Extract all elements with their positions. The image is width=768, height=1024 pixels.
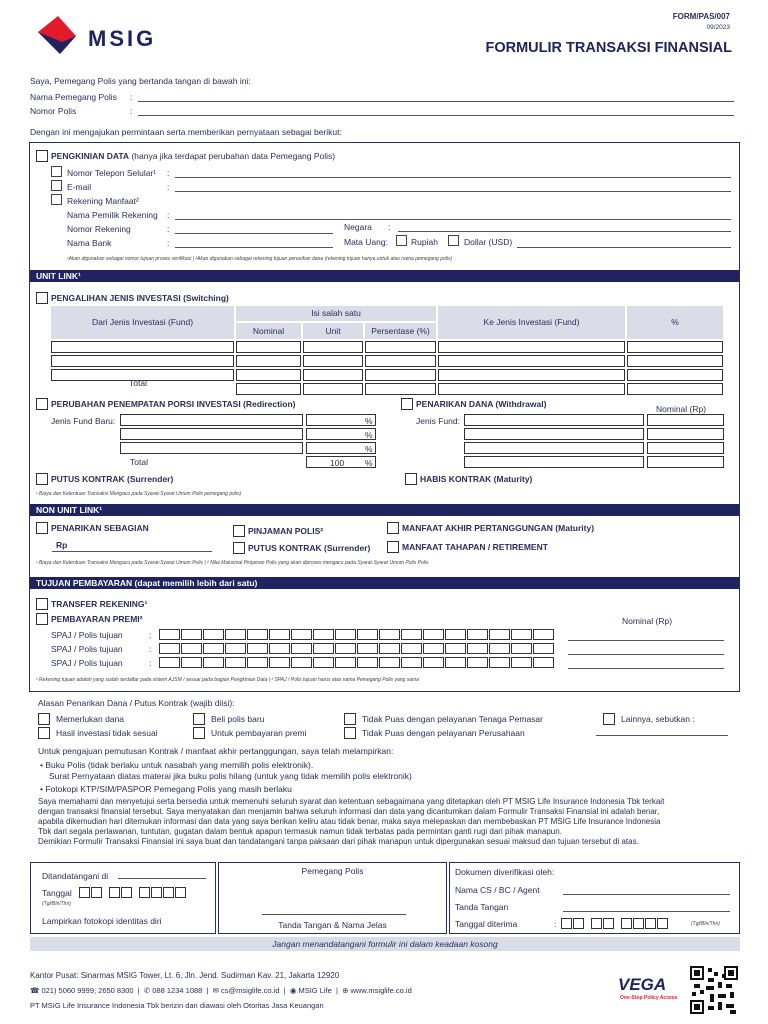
withdrawal-nominal-label: Nominal (Rp) [656,404,707,414]
attach-bullet-2: • Fotokopi KTP/SIM/PASPOR Pemegang Polis yang masih berlaku [40,784,292,794]
percent-header: Persentase (%) [365,323,436,339]
msig-logo [30,12,170,56]
switching-title: PENGALIHAN JENIS INVESTASI (Switching) [51,293,229,303]
sign-date-label: Tanggal [42,888,72,898]
spaj-label: SPAJ / Polis tujuan [51,630,123,640]
nominal-cell[interactable] [236,369,301,381]
msig-logo-icon [30,12,80,56]
to-fund-total-cell[interactable] [438,383,625,395]
pct-sign: % [365,416,373,426]
sign-date-format: (Tgl/Bln/Thn) [42,901,71,907]
colon: : [167,210,170,220]
reasons-title: Alasan Penarikan Dana / Putus Kontrak (wajib diisi): [38,698,235,708]
colon: : [130,92,133,102]
rupiah-label: Rupiah [411,237,438,247]
footer-legal: PT MSIG Life Insurance Indonesia Tbk berizin dan diawasi oleh Otoritas Jasa Keuangan [30,1001,324,1010]
phone-label: Nomor Telepon Selular¹ [67,168,157,178]
signed-at-label: Ditandatangani di [42,871,109,881]
declaration-line-3: apabila dikemudian hari ditemukan informasi dan data yang saya berikan keliru atau tidak benar, maka saya melepaskan dan membebaskan PT MSIG Life Insurance Indonesia [38,817,661,826]
country-field[interactable] [398,231,731,232]
non-unit-footnote: ¹ Biaya dan Ketentuan Transaksi Mengacu pada Syarat-Syarat Umum Polis | ² Nilai Maksimal Pinjaman Polis yang akan diproses mengacu pada Syarat-Syarat Umum Polis Polis [36,560,429,566]
non-unit-link-bar: NON UNIT LINK¹ [30,504,739,516]
footer-contacts: ☎ 021) 5060 9999, 2650 8300 | ✆ 088 1234 1088 | ✉ cs@msiglife.co.id | ◉ MSIG Life | ⊕ www.msiglife.co.id [30,986,412,995]
cs-name-label: Nama CS / BC / Agent [455,885,540,895]
from-fund-cell[interactable] [51,355,234,367]
reason-4-label: Untuk pembayaran premi [211,728,307,738]
reason-4-checkbox[interactable] [193,727,205,739]
acc-no-field[interactable] [175,233,333,234]
reason-5-label: Tidak Puas dengan pelayanan Tenaga Pemasar [362,714,543,724]
percent-total-cell[interactable] [365,383,436,395]
attach-bullet-1: • Buku Polis (tidak berlaku untuk nasabah yang memilih polis elektronik). [40,760,314,770]
rp-label: Rp [56,540,68,550]
payment-footnote: ¹ Rekening tujuan adalah yang sudah terdaftar pada sistem AJSM / sesuai pada bagian Pengkinian Data | ² SPAJ / Polis tujuan harus atas nama Pemegang Polis yang sama [36,677,419,683]
holder-sign-title: Pemegang Polis [301,866,364,876]
reason-7-checkbox[interactable] [603,713,615,725]
email-label: E-mail [67,182,92,192]
redirection-total-label: Total [130,457,148,467]
policy-no-label: Nomor Polis [30,106,77,116]
colon: : [388,222,391,232]
social-icon: ◉ [289,986,297,995]
acc-no-label: Nomor Rekening [67,224,131,234]
web-icon: ⊕ [342,986,349,995]
holder-signature-field[interactable] [262,914,406,915]
pct-sign: % [365,444,373,454]
reason-other-field[interactable] [596,735,728,736]
loan-label: PINJAMAN POLIS² [248,526,324,536]
payment-bar: TUJUAN PEMBAYARAN (dapat memilih lebih dari satu) [30,577,739,589]
attach-bullet-1b: Surat Pernyataan diatas materai jika buku polis hilang (untuk yang tidak memilih polis elektronik) [49,771,412,781]
to-fund-header: Ke Jenis Investasi (Fund) [438,306,625,339]
verify-sig-label: Tanda Tangan [455,902,509,912]
reason-2-checkbox[interactable] [38,727,50,739]
new-fund-cell[interactable] [120,414,303,426]
spaj-boxes[interactable] [159,629,555,642]
account-checkbox[interactable] [51,194,62,205]
premium-label: PEMBAYARAN PREMI² [51,614,143,624]
warning-text: Jangan menandatangani formulir ini dalam keadaan kosong [272,939,498,949]
phone-field[interactable] [175,177,731,178]
partial-checkbox[interactable] [36,522,48,534]
colon: : [167,224,170,234]
spaj-label: SPAJ / Polis tujuan [51,658,123,668]
from-fund-cell[interactable] [51,341,234,353]
spaj-rows [51,629,731,673]
verified-label: Dokumen diverifikasi oleh: [455,867,555,877]
brand-name: MSIG [88,26,157,51]
currency-label: Mata Uang: [344,237,388,247]
intro-statement: Saya, Pemegang Polis yang bertanda tangan di bawah ini: [30,76,251,86]
total-value: 100 [330,458,345,468]
spaj-nominal-field[interactable] [568,654,724,655]
vega-logo: VEGA [618,975,667,994]
received-label: Tanggal diterima [455,919,518,929]
nul-surrender-label: PUTUS KONTRAK (Surrender) [248,543,371,553]
email-field[interactable] [175,191,731,192]
pct-sign: % [365,430,373,440]
owner-field[interactable] [175,219,731,220]
received-date-format: (Tgl/Bln/Thn) [691,921,720,927]
reason-3-label: Beli polis baru [211,714,265,724]
ul-surrender-label: PUTUS KONTRAK (Surrender) [51,474,174,484]
pct-total-cell[interactable] [627,383,723,395]
transfer-checkbox[interactable] [36,598,48,610]
redirection-title: PERUBAHAN PENEMPATAN PORSI INVESTASI (Redirection) [51,399,296,409]
nominal-cell[interactable] [236,341,301,353]
partial-label: PENARIKAN SEBAGIAN [51,523,149,533]
policy-no-field[interactable] [138,115,734,116]
update-data-checkbox[interactable] [36,150,48,162]
ul-maturity-checkbox[interactable] [405,473,417,485]
payment-nominal-label: Nominal (Rp) [622,616,673,626]
spaj-nominal-field[interactable] [568,640,724,641]
unit-link-footnote: ¹ Biaya dan Ketentuan Transaksi Mengacu pada Syarat-Syarat Umum Polis pemegang polis) [36,491,242,497]
declaration-line-2: dengan transaksi finansial tersebut. Saya menyatakan dan menjamin bahwa seluruh informasi dan data yang dicantumkan dalam Formulir Transaksi Finansial ini adalah benar, [38,807,660,816]
ul-maturity-label: HABIS KONTRAK (Maturity) [420,474,533,484]
country-label: Negara [344,222,372,232]
new-fund-label: Jenis Fund Baru: [51,416,116,426]
unit-total-cell[interactable] [303,383,363,395]
withdraw-nominal-cell[interactable] [647,456,724,468]
unit-header: Unit [303,323,363,339]
colon: : [554,919,557,929]
stage-label: MANFAAT TAHAPAN / RETIREMENT [402,542,548,552]
ul-surrender-checkbox[interactable] [36,473,48,485]
email-checkbox[interactable] [51,180,62,191]
colon: : [149,644,152,654]
signed-at-field[interactable] [118,878,206,879]
account-label: Rekening Manfaat² [67,196,139,206]
attach-id-label: Lampirkan fotokopi identitas diri [42,916,162,926]
dollar-label: Dollar (USD) [464,237,513,247]
to-fund-cell[interactable] [438,341,625,353]
vega-tagline: One-Stop Policy Access [620,995,678,1001]
update-footnote: ¹Akan digunakan sebagai nomor tujuan proses verifikasi | ²Akan digunakan sebagai rekening tujuan penarikan dana (rekening tujuan hanya untuk atas nama pemegang polis) [67,256,453,262]
pct-cell[interactable] [627,341,723,353]
mail-icon: ✉ [212,986,219,995]
colon: : [149,658,152,668]
sign-date-boxes[interactable] [79,887,187,900]
reason-5-checkbox[interactable] [344,713,356,725]
received-date-boxes[interactable] [561,918,669,931]
withdraw-fund-cell[interactable] [464,428,644,440]
spaj-boxes[interactable] [159,657,555,670]
colon: : [167,168,170,178]
withdrawal-checkbox[interactable] [401,398,413,410]
pct-cell[interactable] [627,369,723,381]
from-fund-header: Dari Jenis Investasi (Fund) [51,306,234,339]
withdraw-nominal-cell[interactable] [647,414,724,426]
nominal-cell[interactable] [236,355,301,367]
reason-1-label: Memerlukan dana [56,714,125,724]
reason-6-checkbox[interactable] [344,727,356,739]
switching-checkbox[interactable] [36,292,48,304]
nul-maturity-label: MANFAAT AKHIR PERTANGGUNGAN (Maturity) [402,523,595,533]
form-code: FORM/PAS/007 [672,12,730,21]
new-fund-cell[interactable] [120,442,303,454]
pct-header: % [627,306,723,339]
phone-icon: ☎ [30,986,40,995]
bank-field[interactable] [175,247,333,248]
form-title: FORMULIR TRANSAKSI FINANSIAL [485,40,732,56]
nul-maturity-checkbox[interactable] [387,522,399,534]
new-fund-cell[interactable] [120,428,303,440]
reason-1-checkbox[interactable] [38,713,50,725]
bank-label: Nama Bank [67,238,112,248]
pct-cell[interactable] [627,355,723,367]
reason-3-checkbox[interactable] [193,713,205,725]
spaj-label: SPAJ / Polis tujuan [51,644,123,654]
pct-sign: % [365,458,373,468]
transfer-label: TRANSFER REKENING¹ [51,599,148,609]
premium-checkbox[interactable] [36,613,48,625]
withdraw-fund-cell[interactable] [464,456,644,468]
nominal-header: Nominal [236,323,301,339]
spaj-nominal-field[interactable] [568,668,724,669]
withdrawal-fund-label: Jenis Fund: [416,416,460,426]
choose-one-header: Isi salah satu [236,306,436,321]
redirection-checkbox[interactable] [36,398,48,410]
colon: : [130,106,133,116]
to-fund-cell[interactable] [438,355,625,367]
holder-sig-caption: Tanda Tangan & Nama Jelas [278,920,387,930]
owner-label: Nama Pemilik Rekening [67,210,158,220]
withdraw-nominal-cell[interactable] [647,428,724,440]
footer-address: Kantor Pusat: Sinarmas MSIG Tower, Lt. 6, Jln. Jend. Sudirman Kav. 21, Jakarta 12920 [30,971,340,980]
percent-cell[interactable] [365,355,436,367]
cs-name-field[interactable] [563,894,730,895]
intro-request: Dengan ini mengajukan permintaan serta memberikan pernyataan sebagai berikut: [30,127,342,137]
holder-name-label: Nama Pemegang Polis [30,92,117,102]
rupiah-checkbox[interactable] [396,235,407,246]
stage-checkbox[interactable] [387,541,399,553]
nominal-total-cell[interactable] [236,383,301,395]
update-title: PENGKINIAN DATA (hanya jika terdapat perubahan data Pemegang Polis) [51,151,336,161]
nul-surrender-checkbox[interactable] [233,542,245,554]
withdrawal-title: PENARIKAN DANA (Withdrawal) [416,399,547,409]
unit-link-bar: UNIT LINK¹ [30,270,739,282]
colon: : [167,238,170,248]
verify-sig-field[interactable] [563,911,730,912]
declaration-line-1: Saya memahami dan menyetujui serta bersedia untuk memenuhi seluruh syarat dan ketentuan sebagaimana yang ditetapkan oleh PT MSIG Life Insurance Indonesia Tbk terkait [38,797,665,806]
unit-cell[interactable] [303,355,363,367]
whatsapp-icon: ✆ [143,986,151,995]
colon: : [167,182,170,192]
withdraw-fund-cell[interactable] [464,442,644,454]
currency-line [517,247,731,248]
spaj-boxes[interactable] [159,643,555,656]
holder-name-field[interactable] [138,101,734,102]
unit-cell[interactable] [303,341,363,353]
qr-code-icon [690,966,738,1014]
loan-checkbox[interactable] [233,525,245,537]
switching-total-label: Total [129,378,147,388]
form-date: 09/2023 [706,24,730,31]
declaration-line-4: Tbk dari segala perlawanan, tuntutan, gugatan dalam bentuk apapun termasuk namun tidak terbatas pada permintan ganti rugi dari pihak manapun. [38,827,562,836]
dollar-checkbox[interactable] [448,235,459,246]
colon: : [149,630,152,640]
percent-cell[interactable] [365,341,436,353]
qr-code[interactable] [690,966,738,1014]
reason-6-label: Tidak Puas dengan pelayanan Perusahaan [362,728,525,738]
withdraw-nominal-cell[interactable] [647,442,724,454]
withdraw-fund-cell[interactable] [464,414,644,426]
percent-cell[interactable] [365,369,436,381]
reason-2-label: Hasil investasi tidak sesuai [56,728,158,738]
unit-cell[interactable] [303,369,363,381]
partial-amount-field[interactable] [52,551,212,552]
to-fund-cell[interactable] [438,369,625,381]
declaration-line-5: Demikian Formulir Transaksi Finansial ini saya buat dan tandatangani tanpa paksaan dari pihak manapun untuk dipergunakan sesuai maksud dan tujuan tersebut di atas. [38,837,639,846]
reason-7-label: Lainnya, sebutkan : [621,714,695,724]
phone-checkbox[interactable] [51,166,62,177]
attach-title: Untuk pengajuan pemutusan Kontrak / manfaat akhir pertanggungan, saya telah melampirkan: [38,746,394,756]
